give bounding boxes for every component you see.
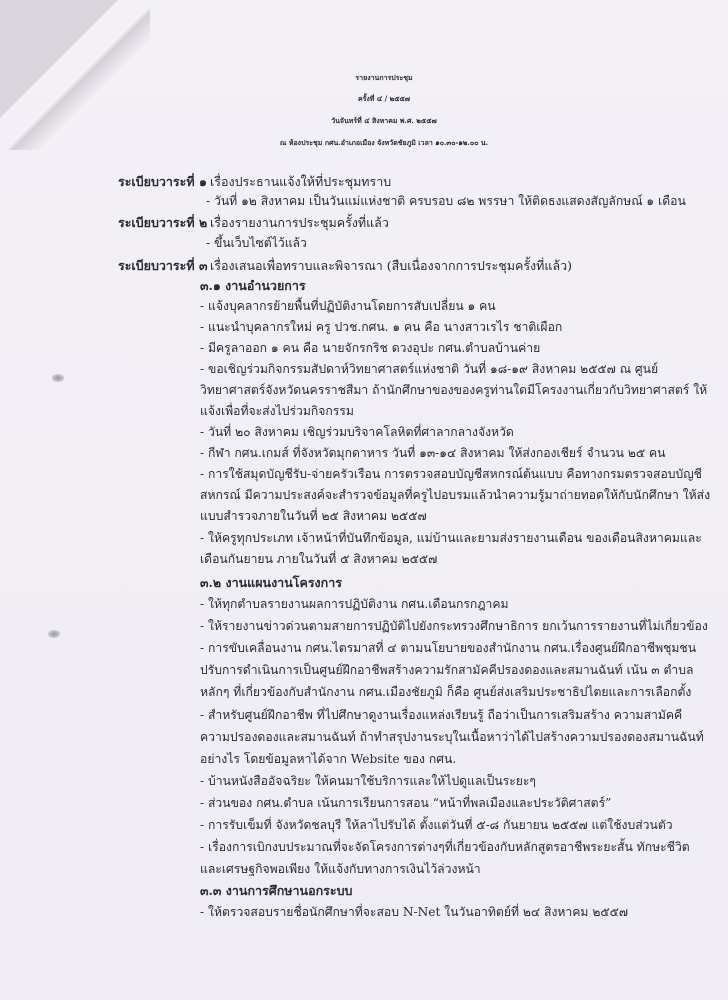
agenda-3-label: ระเบียบวาระที่ ๓ bbox=[118, 258, 208, 273]
section-3-1-line: - วันที่ ๒๐ สิงหาคม เชิญร่วมบริจาคโลหิตที่ศาลากลางจังหวัด bbox=[200, 425, 514, 439]
punch-hole-mark bbox=[48, 630, 60, 638]
meeting-venue: ณ ห้องประชุม กศน.อำเภอเมือง จังหวัดชัยภูมิ เวลา ๑๐.๓๐-๑๒.๐๐ น. bbox=[279, 138, 489, 147]
section-3-1-line: - มีครูลาออก ๑ คน คือ นายจักรกริช ดวงอุปะ กศน.ตำบลบ้านค่าย bbox=[200, 341, 541, 355]
section-3-1-line: เดือนกันยายน ภายในวันที่ ๕ สิงหาคม ๒๕๕๗ bbox=[200, 552, 438, 566]
agenda-3-title: เรื่องเสนอเพื่อทราบและพิจารณา (สืบเนื่องจากการประชุมครั้งที่แล้ว) bbox=[210, 258, 572, 273]
section-3-1-line: วิทยาศาสตร์จังหวัดนครราชสีมา ถ้านักศึกษาของของครูท่านใดมีโครงงานเกี่ยวกับวิทยาศาสตร์ ให้ bbox=[200, 383, 708, 397]
section-3-2-line: - บ้านหนังสืออัจฉริยะ ให้คนมาใช้บริการและให้ไปดูแลเป็นระยะๆ bbox=[200, 774, 536, 788]
section-3-1-heading: ๓.๑ งานอำนวยการ bbox=[200, 278, 306, 293]
meeting-session: ครั้งที่ ๔ / ๒๕๕๗ bbox=[357, 94, 411, 103]
agenda-1-title: เรื่องประธานแจ้งให้ที่ประชุมทราบ bbox=[210, 174, 392, 189]
section-3-2-line: - การขับเคลื่อนงาน กศน.ไตรมาสที่ ๔ ตามนโยบายของสำนักงาน กศน.เรื่องศูนย์ฝึกอาชีพชุมชน bbox=[200, 641, 697, 655]
section-3-1-line: - ให้ครูทุกประเภท เจ้าหน้าที่บันทึกข้อมูล, แม่บ้านและยามส่งรายงานเดือน ของเดือนสิงหาคมและ bbox=[200, 531, 702, 545]
agenda-2-title: เรื่องรายงานการประชุมครั้งที่แล้ว bbox=[210, 215, 389, 230]
section-3-2-line: - การรับเข็มที่ จังหวัดชลบุรี ให้ลาไปรับได้ ตั้งแต่วันที่ ๕-๘ กันยายน ๒๕๕๗ แต่ใช้งบส่วนตัว bbox=[200, 818, 673, 832]
section-3-2-line: อย่างไร โดยข้อมูลหาได้จาก Website ของ กศน. bbox=[200, 752, 457, 766]
section-3-2-line: - ให้รายงานข่าวด่วนตามสายการปฏิบัติไปยังกระทรวงศึกษาธิการ ยกเว้นการรายงานที่ไม่เกี่ยวข้อง bbox=[200, 619, 708, 633]
punch-hole-mark bbox=[52, 374, 64, 382]
agenda-2-label: ระเบียบวาระที่ ๒ bbox=[118, 215, 208, 230]
section-3-1-line: - ขอเชิญร่วมกิจกรรมสัปดาห์วิทยาศาสตร์แห่งชาติ วันที่ ๑๘-๑๙ สิงหาคม ๒๕๕๗ ณ ศูนย์ bbox=[200, 362, 659, 376]
section-3-3-line: - ให้ตรวจสอบรายชื่อนักศึกษาที่จะสอบ N-Net ในวันอาทิตย์ที่ ๒๔ สิงหาคม ๒๕๕๗ bbox=[200, 905, 628, 919]
section-3-1-line: แจ้งเพื่อที่จะส่งไปร่วมกิจกรรม bbox=[200, 404, 354, 418]
section-3-2-line: และเศรษฐกิจพอเพียง ให้แจ้งกับทางการเงินไว้ล่วงหน้า bbox=[200, 862, 481, 876]
report-title: รายงานการประชุม bbox=[355, 73, 413, 82]
meeting-date: วันจันทร์ที่ ๔ สิงหาคม พ.ศ. ๒๕๕๗ bbox=[331, 116, 437, 125]
agenda-1-item: - วันที่ ๑๒ สิงหาคม เป็นวันแม่แห่งชาติ ครบรอบ ๘๒ พรรษา ให้ติดธงแสดงสัญลักษณ์ ๑ เดือน bbox=[206, 194, 686, 208]
section-3-2-line: - สำหรับศูนย์ฝึกอาชีพ ที่ไปศึกษาดูงานเรื่องแหล่งเรียนรู้ ถือว่าเป็นการเสริมสร้าง ความสามัคคี bbox=[200, 708, 683, 722]
section-3-2-line: - ส่วนของ กศน.ตำบล เน้นการเรียนการสอน “หน้าที่พลเมืองและประวัติศาสตร์” bbox=[200, 796, 612, 810]
section-3-2-line: - ให้ทุกตำบลรายงานผลการปฏิบัติงาน กศน.เดือนกรกฎาคม bbox=[200, 597, 509, 611]
section-3-1-line: - แจ้งบุคลากรย้ายพื้นที่ปฏิบัติงานโดยการสับเปลี่ยน ๑ คน bbox=[200, 299, 496, 313]
section-3-2-line: ปรับการดำเนินการเป็นศูนย์ฝึกอาชีพสร้างความรักสามัคคีปรองดองและสมานฉันท์ เน้น ๓ ตำบล bbox=[200, 663, 694, 677]
agenda-2-item: - ขึ้นเว็บไซต์ไว้แล้ว bbox=[206, 236, 307, 250]
section-3-3-heading: ๓.๓ งานการศึกษานอกระบบ bbox=[200, 883, 353, 898]
section-3-2-line: ความปรองดองและสมานฉันท์ ถ้าทำสรุปงานระบุในเนื้อหาว่าได้ไปสร้างความปรองดองสมานฉันท์ bbox=[200, 730, 704, 744]
section-3-1-line: - กีฬา กศน.เกมส์ ที่จังหวัดมุกดาหาร วันที่ ๑๓-๑๔ สิงหาคม ให้ส่งกองเชียร์ จำนวน ๒๕ คน bbox=[200, 446, 666, 460]
section-3-2-line: หลักๆ ที่เกี่ยวข้องกับสำนักงาน กศน.เมืองชัยภูมิ ก็คือ ศูนย์ส่งเสริมประชาธิปไตยและการเลือกตั้ง bbox=[200, 685, 692, 699]
section-3-1-line: - แนะนำบุคลากรใหม่ ครู ปวช.กศน. ๑ คน คือ นางสาวเรไร ชาติเผือก bbox=[200, 320, 563, 334]
section-3-2-heading: ๓.๒ งานแผนงานโครงการ bbox=[200, 575, 342, 590]
section-3-1-line: - การใช้สมุดบัญชีรับ-จ่ายครัวเรือน การตรวจสอบบัญชีสหกรณ์ต้นแบบ คือทางกรมตรวจสอบบัญชี bbox=[200, 467, 702, 481]
section-3-2-line: - เรื่องการเบิกงบประมาณที่จะจัดโครงการต่างๆที่เกี่ยวข้องกับหลักสูตรอาชีพระยะสั้น ทักษะชีวิต bbox=[200, 840, 690, 854]
section-3-1-line: สหกรณ์ มีความประสงค์จะสำรวจข้อมูลที่ครูไปอบรมแล้วนำความรู้มาถ่ายทอดให้กับนักศึกษา ให้ส่ง bbox=[200, 488, 711, 502]
agenda-1-label: ระเบียบวาระที่ ๑ bbox=[118, 174, 207, 189]
section-3-1-line: แบบสำรวจภายในวันที่ ๒๕ สิงหาคม ๒๕๕๗ bbox=[200, 509, 427, 523]
